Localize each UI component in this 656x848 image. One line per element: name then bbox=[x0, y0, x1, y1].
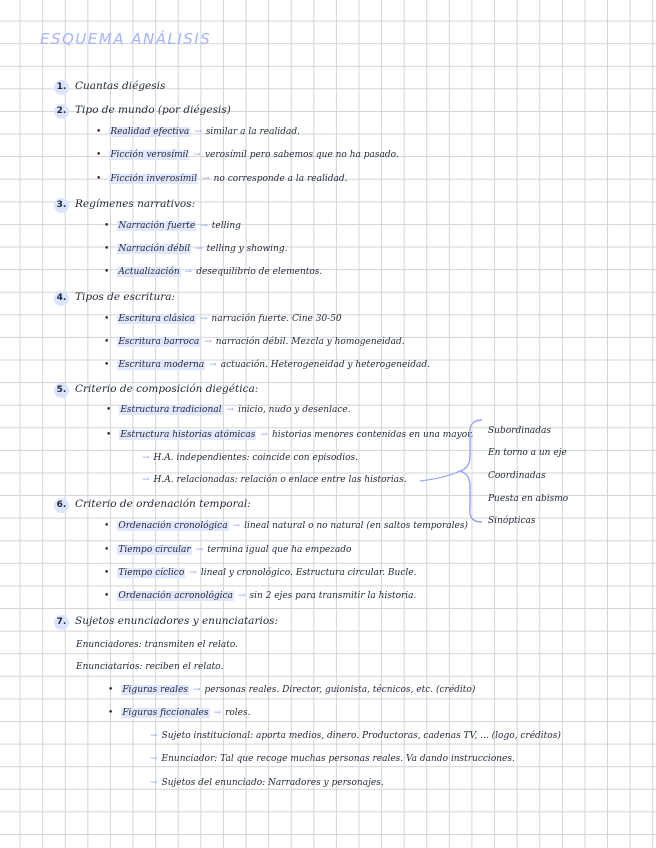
bullet-item bbox=[104, 568, 416, 578]
section-number: 1. bbox=[54, 80, 69, 95]
sub-item-term: Sujeto institucional: bbox=[161, 731, 254, 741]
section-heading bbox=[54, 104, 231, 119]
arrow-icon: → bbox=[150, 778, 158, 788]
bullet-dot: • bbox=[96, 150, 102, 160]
bullet-description: narración fuerte. Cine 30-50 bbox=[211, 314, 342, 324]
arrow-icon: → bbox=[199, 314, 208, 324]
bullet-item bbox=[106, 430, 473, 440]
sub-item-term: H.A. relacionadas: bbox=[153, 475, 238, 485]
sub-item-description: relación o enlace entre las historias. bbox=[237, 475, 407, 485]
sub-item-term: Sujetos del enunciado: bbox=[161, 778, 266, 788]
section-heading bbox=[54, 498, 251, 513]
bullet-item bbox=[104, 314, 342, 324]
bullet-dot: • bbox=[104, 221, 110, 231]
arrow-icon: → bbox=[232, 521, 241, 531]
arrow-icon: → bbox=[150, 731, 158, 741]
bullet-dot: • bbox=[104, 568, 110, 578]
bullet-term: Tiempo cíclico bbox=[118, 568, 185, 578]
arrow-icon: → bbox=[202, 174, 210, 184]
bullet-description: telling y showing. bbox=[206, 244, 288, 254]
bullet-item bbox=[104, 267, 322, 277]
bullet-item bbox=[96, 174, 347, 184]
side-label-abismo: Puesta en abismo bbox=[488, 494, 569, 504]
side-label-subordinadas: Subordinadas bbox=[488, 426, 551, 436]
section-number: 5. bbox=[54, 383, 69, 398]
bullet-dot: • bbox=[106, 405, 112, 415]
bullet-item bbox=[96, 127, 300, 137]
section-title: Regímenes narrativos: bbox=[75, 198, 196, 210]
plain-line bbox=[76, 640, 238, 650]
section-number: 3. bbox=[54, 198, 69, 213]
bullet-description: historias menores contenidas en una mayor. bbox=[271, 430, 474, 440]
sub-item-description: aporta medios, dinero. Productoras, cadenas TV, ... (logo, créditos) bbox=[253, 731, 561, 741]
bullet-description: narración débil. Mezcla y homogeneidad. bbox=[215, 337, 405, 347]
sub-item bbox=[138, 453, 358, 463]
sub-item bbox=[138, 475, 407, 485]
bullet-dot: • bbox=[96, 127, 102, 137]
arrow-icon: → bbox=[195, 545, 204, 555]
bullet-term: Realidad efectiva bbox=[110, 127, 190, 137]
arrow-icon: → bbox=[195, 244, 203, 254]
bullet-dot: • bbox=[96, 174, 102, 184]
bullet-description: lineal natural o no natural (en saltos temporales) bbox=[244, 521, 468, 531]
section-title: Tipos de escritura: bbox=[75, 291, 176, 303]
page-title: ESQUEMA ANÁLISIS bbox=[40, 30, 212, 48]
arrow-icon: → bbox=[237, 591, 246, 601]
bullet-description: similar a la realidad. bbox=[205, 127, 300, 137]
sub-item-description: Narradores y personajes. bbox=[265, 778, 384, 788]
section-title: Criterio de ordenación temporal: bbox=[75, 498, 251, 510]
arrow-icon: → bbox=[204, 337, 212, 347]
bullet-term: Estructura historias atómicas bbox=[120, 430, 256, 440]
bullet-description: telling bbox=[211, 221, 241, 231]
arrow-icon: → bbox=[192, 685, 201, 695]
section-number: 2. bbox=[54, 104, 69, 119]
bullet-item bbox=[108, 708, 250, 718]
bullet-term: Escritura moderna bbox=[118, 360, 205, 370]
side-label-sinopticas: Sinópticas bbox=[488, 516, 536, 526]
bullet-term: Narración débil bbox=[118, 244, 191, 254]
bullet-description: termina igual que ha empezado bbox=[207, 545, 352, 555]
bullet-dot: • bbox=[104, 545, 110, 555]
bullet-dot: • bbox=[104, 267, 110, 277]
bullet-item bbox=[96, 150, 399, 160]
bullet-description: actuación. Heterogeneidad y heterogeneidad. bbox=[220, 360, 431, 370]
sub-item-description: Tal que recoge muchas personas reales. Va dando instrucciones. bbox=[217, 754, 515, 764]
arrow-icon: → bbox=[226, 405, 235, 415]
bullet-term: Ficción verosímil bbox=[110, 150, 189, 160]
bullet-term: Escritura barroca bbox=[118, 337, 200, 347]
bullet-dot: • bbox=[104, 337, 110, 347]
bullet-description: desequilibrio de elementos. bbox=[196, 267, 323, 277]
bullet-dot: • bbox=[104, 244, 110, 254]
arrow-icon: → bbox=[150, 754, 158, 764]
bullet-dot: • bbox=[104, 314, 110, 324]
bullet-dot: • bbox=[104, 591, 110, 601]
section-title: Sujetos enunciadores y enunciatarios: bbox=[75, 615, 279, 627]
sub-item bbox=[146, 731, 561, 741]
bullet-term: Actualización bbox=[118, 267, 180, 277]
plain-line bbox=[76, 662, 223, 672]
arrow-icon: → bbox=[260, 430, 268, 440]
section-heading bbox=[54, 198, 195, 213]
bullet-term: Tiempo circular bbox=[118, 545, 191, 555]
bullet-term: Ficción inverosímil bbox=[110, 174, 198, 184]
sub-item-description: coincide con episodios. bbox=[249, 453, 359, 463]
section-number: 4. bbox=[54, 291, 69, 306]
bullet-term: Ordenación acronológica bbox=[118, 591, 233, 601]
bullet-item bbox=[106, 405, 351, 415]
bullet-description: lineal y cronológico. Estructura circular. Bucle. bbox=[200, 568, 417, 578]
bullet-description: no corresponde a la realidad. bbox=[213, 174, 348, 184]
bullet-dot: • bbox=[104, 521, 110, 531]
bullet-item bbox=[104, 591, 416, 601]
sub-item bbox=[146, 778, 384, 788]
section-number: 6. bbox=[54, 498, 69, 513]
section-heading bbox=[54, 291, 175, 306]
section-title: Criterio de composición diegética: bbox=[75, 383, 259, 395]
arrow-icon: → bbox=[209, 360, 217, 370]
arrow-icon: → bbox=[142, 453, 150, 463]
bullet-dot: • bbox=[108, 685, 114, 695]
brace-connector bbox=[420, 416, 490, 526]
sub-item bbox=[146, 754, 515, 764]
bullet-item bbox=[104, 545, 351, 555]
arrow-icon: → bbox=[189, 568, 197, 578]
bullet-term: Narración fuerte bbox=[118, 221, 196, 231]
side-label-coordinadas: Coordinadas bbox=[488, 471, 546, 481]
section-heading bbox=[54, 383, 258, 398]
sub-item-term: H.A. independientes: bbox=[153, 453, 250, 463]
section-heading bbox=[54, 615, 278, 630]
section-heading bbox=[54, 80, 165, 95]
arrow-icon: → bbox=[193, 150, 201, 160]
bullet-description: inicio, nudo y desenlace. bbox=[238, 405, 351, 415]
plain-text: Enunciadores: transmiten el relato. bbox=[76, 640, 238, 650]
bullet-term: Figuras ficcionales bbox=[122, 708, 209, 718]
arrow-icon: → bbox=[200, 221, 208, 231]
bullet-description: verosímil pero sabemos que no ha pasado. bbox=[204, 150, 399, 160]
bullet-item bbox=[104, 244, 287, 254]
bullet-item bbox=[108, 685, 475, 695]
bullet-term: Figuras reales bbox=[122, 685, 188, 695]
sub-item-term: Enunciador: bbox=[161, 754, 218, 764]
bullet-term: Escritura clásica bbox=[118, 314, 195, 324]
side-label-eje: En torno a un eje bbox=[488, 448, 567, 458]
bullet-term: Estructura tradicional bbox=[120, 405, 222, 415]
bullet-description: sin 2 ejes para transmitir la historia. bbox=[249, 591, 417, 601]
bullet-term: Ordenación cronológica bbox=[118, 521, 228, 531]
bullet-dot: • bbox=[108, 708, 114, 718]
bullet-description: roles. bbox=[225, 708, 251, 718]
bullet-dot: • bbox=[106, 430, 112, 440]
plain-text: Enunciatarios: reciben el relato. bbox=[76, 662, 224, 672]
section-number: 7. bbox=[54, 615, 69, 630]
bullet-item bbox=[104, 360, 430, 370]
section-title: Cuantas diégesis bbox=[75, 80, 166, 92]
bullet-dot: • bbox=[104, 360, 110, 370]
bullet-item bbox=[104, 221, 241, 231]
arrow-icon: → bbox=[194, 127, 202, 137]
bullet-description: personas reales. Director, guionista, técnicos, etc. (crédito) bbox=[204, 685, 476, 695]
arrow-icon: → bbox=[213, 708, 222, 718]
arrow-icon: → bbox=[184, 267, 193, 277]
bullet-item bbox=[104, 521, 468, 531]
bullet-item bbox=[104, 337, 405, 347]
section-title: Tipo de mundo (por diégesis) bbox=[75, 104, 231, 116]
arrow-icon: → bbox=[142, 475, 150, 485]
